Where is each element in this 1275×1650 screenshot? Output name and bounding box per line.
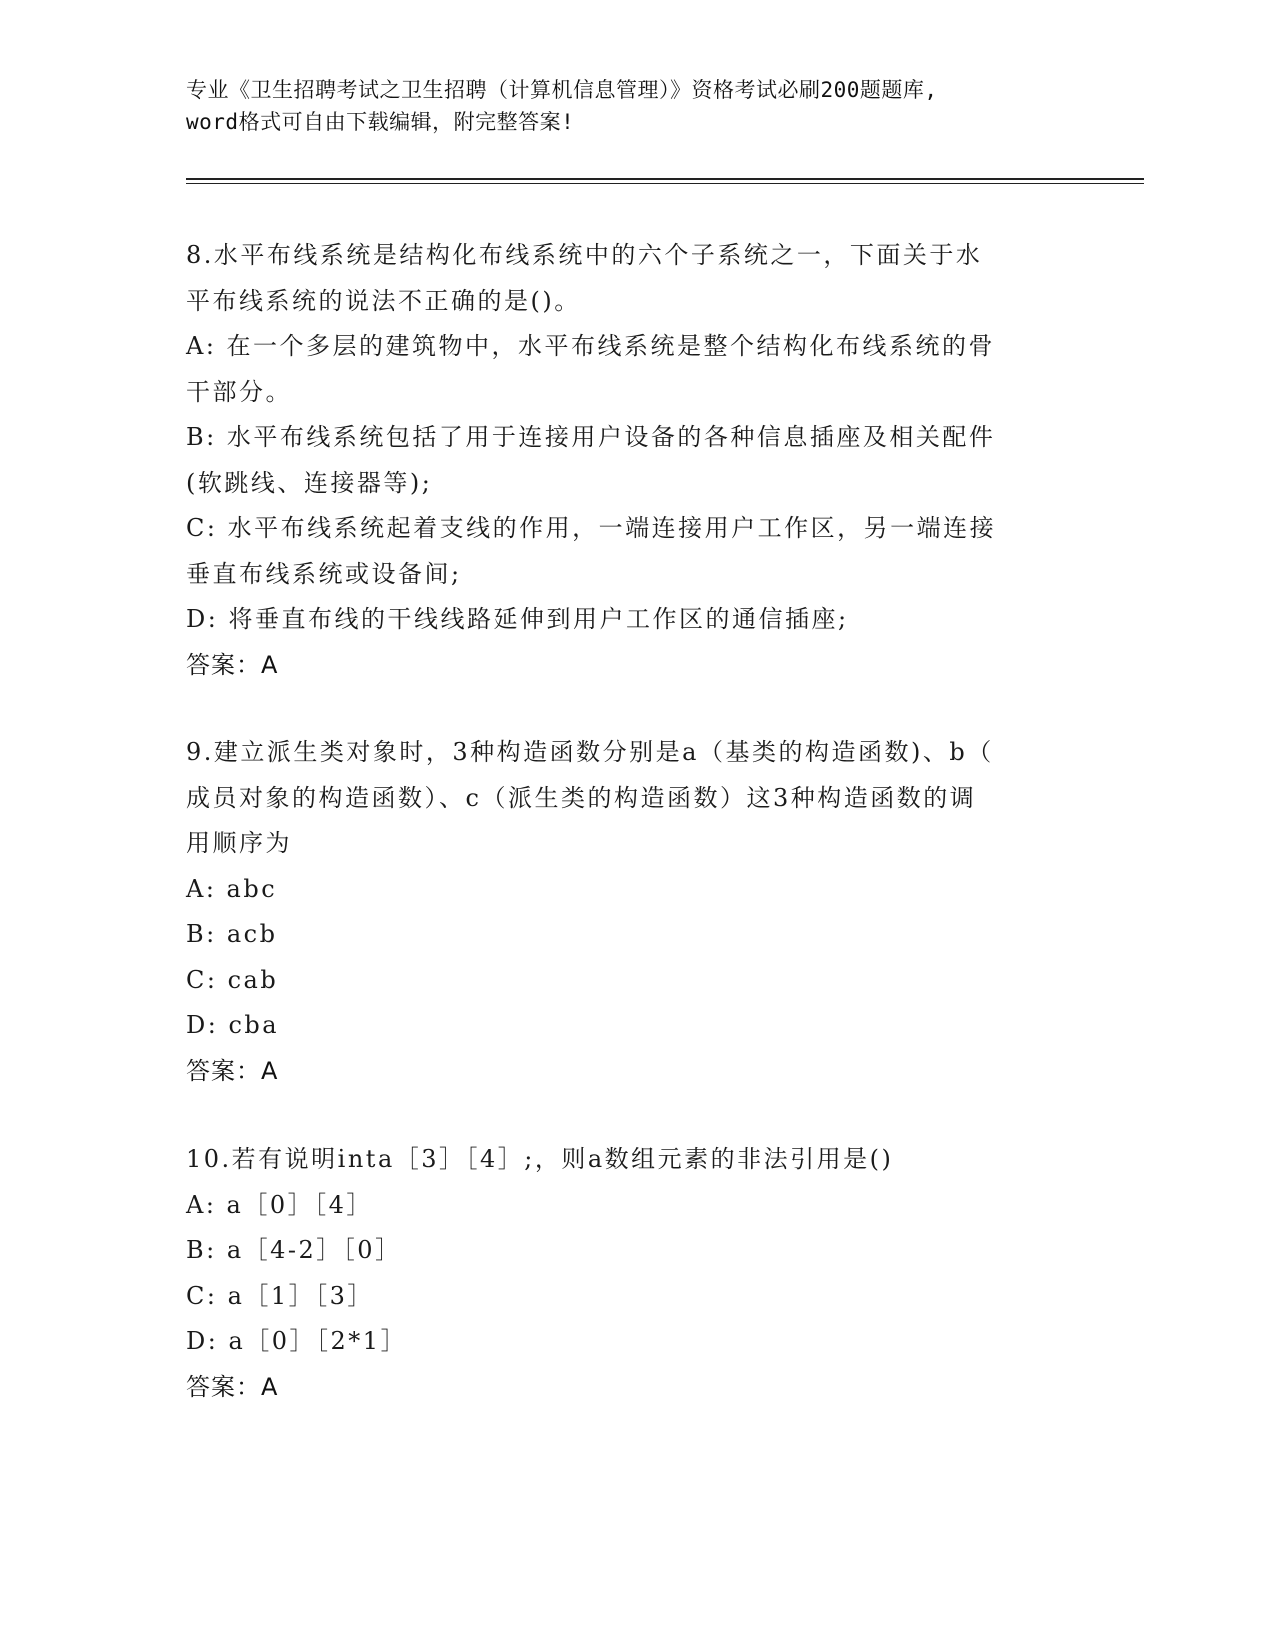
option-b-line: B: 水平布线系统包括了用于连接用户设备的各种信息插座及相关配件 bbox=[186, 423, 996, 451]
option-c-line: 垂直布线系统或设备间; bbox=[186, 559, 462, 588]
option-b-line: B: acb bbox=[186, 920, 278, 948]
header-divider-thin bbox=[186, 183, 1144, 184]
question-8 bbox=[186, 233, 1066, 688]
question-stem-line: 10.若有说明inta［3］［4］;，则a数组元素的非法引用是() bbox=[186, 1145, 894, 1173]
header-title-line-2: word格式可自由下载编辑，附完整答案! bbox=[186, 110, 575, 134]
header-title-line-1: 专业《卫生招聘考试之卫生招聘（计算机信息管理）》资格考试必刷200题题库, bbox=[186, 78, 938, 102]
question-stem-line: 成员对象的构造函数）、c（派生类的构造函数）这3种构造函数的调 bbox=[186, 783, 977, 812]
option-a-line: A: 在一个多层的建筑物中，水平布线系统是整个结构化布线系统的骨 bbox=[186, 332, 996, 360]
option-c-line: C: cab bbox=[186, 965, 279, 994]
option-d-line: D: a［0］［2*1］ bbox=[186, 1327, 408, 1355]
option-a-line: 干部分。 bbox=[186, 377, 292, 406]
option-b-line: (软跳线、连接器等); bbox=[186, 468, 433, 497]
question-stem-line: 9.建立派生类对象时，3种构造函数分别是a（基类的构造函数)、b（ bbox=[186, 738, 994, 766]
answer-line: 答案：A bbox=[186, 1372, 279, 1401]
question-stem-line: 用顺序为 bbox=[186, 829, 292, 857]
question-9 bbox=[186, 730, 1066, 1094]
option-a-line: A: abc bbox=[186, 874, 278, 903]
question-stem-line: 8.水平布线系统是结构化布线系统中的六个子系统之一，下面关于水 bbox=[186, 241, 983, 269]
document-header bbox=[186, 74, 1086, 138]
option-c-line: C: 水平布线系统起着支线的作用，一端连接用户工作区，另一端连接 bbox=[186, 514, 997, 542]
option-b-line: B: a［4-2］［0］ bbox=[186, 1236, 402, 1264]
answer-line: 答案：A bbox=[186, 650, 279, 679]
option-a-line: A: a［0］［4］ bbox=[186, 1190, 373, 1219]
question-stem-line: 平布线系统的说法不正确的是()。 bbox=[186, 286, 581, 315]
answer-line: 答案：A bbox=[186, 1056, 279, 1085]
header-divider-thick bbox=[186, 178, 1144, 180]
option-d-line: D: cba bbox=[186, 1011, 280, 1039]
option-d-line: D: 将垂直布线的干线线路延伸到用户工作区的通信插座; bbox=[186, 605, 849, 633]
question-10 bbox=[186, 1137, 1066, 1410]
option-c-line: C: a［1］［3］ bbox=[186, 1281, 374, 1310]
